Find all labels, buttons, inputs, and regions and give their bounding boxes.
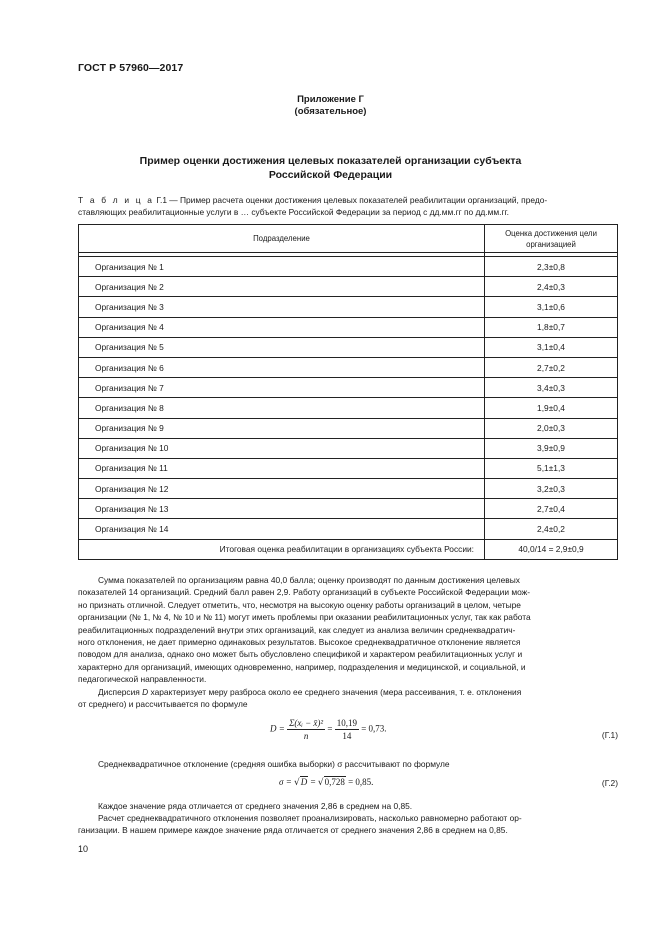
table-caption-line2: ставляющих реабилитационные услуги в … субъекте Российской Федерации за период с дд.мм.гг по дд.мм.гг. [78,206,509,217]
conclusion-line2: ганизации. В нашем примере каждое значение ряда отличается от среднего значения 2,86 в среднем на 0,85. [78,825,508,836]
table-row [79,357,618,377]
appendix-label: Приложение Г [297,94,364,105]
formula1-denominator: n [303,731,309,741]
org-name-cell: Организация № 5 [79,337,485,357]
dispersion-text-a: Дисперсия [98,687,143,697]
org-name-cell: Организация № 2 [79,277,485,297]
column-header-score-line2: организацией [526,239,576,249]
table-caption-line1: Г.1 — Пример расчета оценки достижения целевых показателей реабилитации организаций, предо- [156,195,548,205]
column-header-score [485,225,618,253]
dispersion-text-b: характеризует меру разброса около ее среднего значения (мера рассеивания, т. е. отклонения [148,687,522,697]
dispersion-var: D [142,687,149,697]
results-table [78,224,618,560]
formula1-eq: = [327,723,333,734]
summary-line: педагогической направленности. [78,674,207,685]
section-title-line1: Пример оценки достижения целевых показателей организации субъекта [139,155,522,167]
org-score-cell: 3,1±0,4 [485,337,618,357]
table-row [79,277,618,297]
org-score-cell: 3,1±0,6 [485,297,618,317]
formula2-eq: = [310,777,316,787]
paragraph-dispersion [78,686,618,711]
standard-id: ГОСТ Р 57960—2017 [78,62,184,74]
column-header-score-line1: Оценка достижения цели [505,228,597,238]
paragraph-conclusion [78,812,618,837]
appendix-status: (обязательное) [294,106,367,117]
summary-line: но признать отличной. Следует отметить, что, несмотря на высокую оценку работы организаций в целом, четыре [78,599,521,610]
org-score-cell: 2,4±0,3 [485,277,618,297]
table-caption-prefix: Т а б л и ц а [78,195,155,205]
formula1-number: (Г.1) [601,730,618,740]
conclusion-line1: Расчет среднеквадратичного отклонения позволяет проанализировать, насколько равномерно работают ор- [98,813,522,823]
org-name-cell: Организация № 13 [79,499,485,519]
org-name-cell: Организация № 11 [79,458,485,478]
formula1-lhs: D = [270,723,285,734]
paragraph-summary [78,574,618,686]
column-header-unit: Подразделение [79,225,485,253]
org-score-cell: 2,0±0,3 [485,418,618,438]
org-score-cell: 2,3±0,8 [485,257,618,277]
summary-line: характерно для организаций, имеющих одновременно, например, подразделения и медицинской, и социальной, и [78,661,526,672]
sigma-text: Среднеквадратичное отклонение (средняя ошибка выборки) σ рассчитывают по формуле [98,759,450,769]
org-score-cell: 1,9±0,4 [485,398,618,418]
formula1-fraction-2 [335,718,359,741]
table-header-row [79,225,618,253]
formula1-numerator: Σ(xᵢ − x̄)² [289,718,324,728]
page-number: 10 [78,844,89,854]
formula2-radicand-2: 0,728 [324,777,345,787]
formula2-number: (Г.2) [601,778,618,788]
formula1-numerator-2: 10,19 [336,718,357,728]
org-score-cell: 5,1±1,3 [485,458,618,478]
org-name-cell: Организация № 7 [79,378,485,398]
paragraph-sigma [78,758,618,770]
table-row [79,438,618,458]
table-body [79,257,618,540]
org-score-cell: 2,7±0,4 [485,499,618,519]
org-name-cell: Организация № 12 [79,479,485,499]
formula2-lhs: σ = [279,777,292,787]
table-row [79,337,618,357]
table-row [79,317,618,337]
table-row [79,499,618,519]
summary-line: Сумма показателей по организациям равна 40,0 балла; оценку производят по данным достижения целевых [98,575,520,585]
table-row [79,398,618,418]
dispersion-text-line2: от среднего) и рассчитывается по формуле [78,699,248,710]
org-score-cell: 1,8±0,7 [485,317,618,337]
formula1-result: = 0,73. [361,723,387,734]
total-label: Итоговая оценка реабилитации в организациях субъекта России: [79,539,485,559]
sqrt-symbol: √ [294,778,300,788]
org-name-cell: Организация № 3 [79,297,485,317]
table-caption [78,195,618,218]
org-name-cell: Организация № 9 [79,418,485,438]
section-title-line2: Российской Федерации [268,169,393,181]
org-name-cell: Организация № 6 [79,357,485,377]
summary-line: поводом для анализа, однако оно может быть обусловлено спецификой и характером реабилитационных услуг и [78,649,523,660]
table-row [79,257,618,277]
org-name-cell: Организация № 10 [79,438,485,458]
formula1-fraction-1 [287,718,325,741]
org-name-cell: Организация № 14 [79,519,485,539]
table-row [79,297,618,317]
table-row [79,458,618,478]
formula2-radicand-1: D [300,777,308,787]
org-score-cell: 2,4±0,2 [485,519,618,539]
table-total-row [79,539,618,559]
org-name-cell: Организация № 8 [79,398,485,418]
formula-dispersion [270,718,387,741]
formula1-denominator-2: 14 [342,731,352,741]
formula-sigma [279,776,373,788]
table-row [79,418,618,438]
org-score-cell: 3,2±0,3 [485,479,618,499]
summary-line: ного отклонения, не дает примерно одинаковых результатов. Высокое среднеквадратичное отклонение является [78,637,521,648]
deviation-text: Каждое значение ряда отличается от среднего значения 2,86 в среднем на 0,85. [98,801,413,811]
table-row [79,519,618,539]
table-row [79,378,618,398]
summary-line: реабилитационных подразделений внутри этих организаций, как следует из анализа величин среднеквадратич- [78,624,516,635]
paragraph-deviation [78,800,618,812]
summary-line: организации (№ 1, № 4, № 10 и № 11) могут иметь проблемы при оказании реабилитационных услуг, так как работа [78,612,531,623]
formula2-result: = 0,85. [348,777,374,787]
org-score-cell: 3,9±0,9 [485,438,618,458]
org-score-cell: 3,4±0,3 [485,378,618,398]
table-row [79,479,618,499]
org-name-cell: Организация № 4 [79,317,485,337]
total-value: 40,0/14 = 2,9±0,9 [485,539,618,559]
org-score-cell: 2,7±0,2 [485,357,618,377]
summary-line: показателей 14 организаций. Средний балл равен 2,9. Работу организаций в субъекте Российской Федерации мож- [78,587,531,598]
sqrt-symbol: √ [317,778,324,788]
org-name-cell: Организация № 1 [79,257,485,277]
